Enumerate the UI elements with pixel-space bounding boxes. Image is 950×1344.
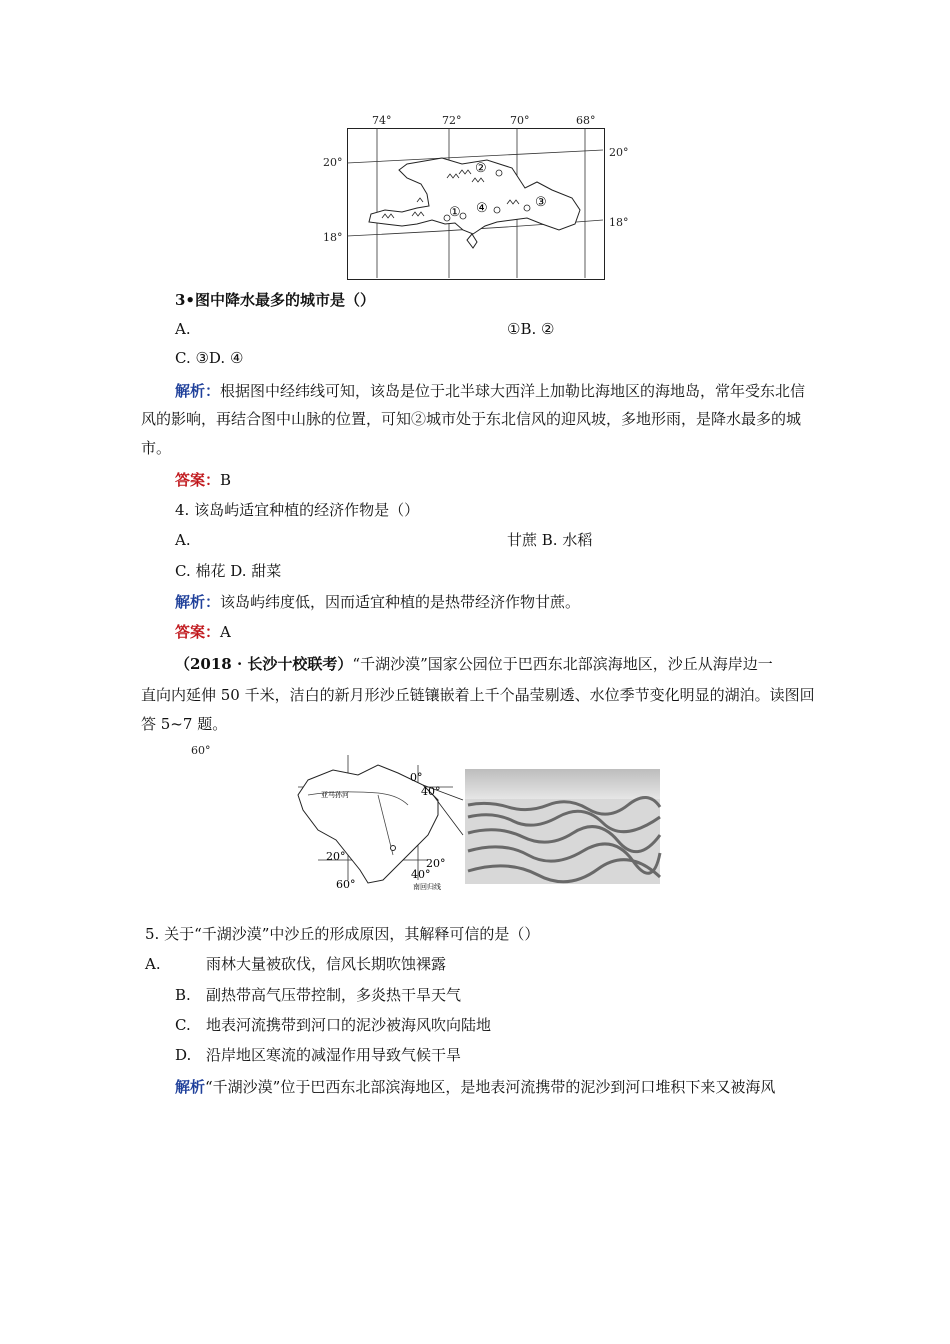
analysis-label: 解析 — [175, 1078, 206, 1096]
lat-label-left: 18° — [323, 231, 343, 244]
map2-brazil — [288, 755, 663, 895]
q3-analysis-line3: 市。 — [141, 439, 172, 457]
intro-source: （2018 · 长沙十校联考） — [175, 655, 353, 673]
intro-line2: 直向内延伸 50 千米，洁白的新月形沙丘链镶嵌着上千个晶莹剔透、水位季节变化明显的湖泊。读图回 — [141, 686, 815, 704]
q4-stem: 4. 该岛屿适宜种植的经济作物是（） — [175, 501, 420, 519]
tropic-label: 南回归线 — [413, 883, 441, 891]
intro-line1 — [175, 654, 773, 674]
q4-option-a: A. — [175, 531, 191, 549]
lon-label: 72° — [442, 114, 462, 127]
lat-label-left: 20° — [323, 156, 343, 169]
q5-option-a-label: A. — [145, 955, 161, 973]
q3-answer — [175, 470, 231, 490]
lat-label-right: 18° — [609, 216, 629, 229]
q5-option-b: 副热带高气压带控制，多炎热干旱天气 — [206, 986, 462, 1004]
q5-analysis — [175, 1077, 775, 1097]
lat-label-right: 20° — [609, 146, 629, 159]
q3-option-a: A. — [175, 320, 191, 338]
map1-drawing — [347, 128, 605, 280]
q3-stem: 3•图中降水最多的城市是（） — [175, 291, 376, 309]
q3-option-b: ①B. ② — [507, 320, 555, 338]
answer-value: A — [220, 623, 231, 641]
q5-option-b-label: B. — [175, 986, 191, 1004]
map2-label: 40° — [411, 868, 431, 881]
city-marker-4: ④ — [476, 201, 488, 216]
answer-label: 答案： — [175, 623, 221, 641]
q4-option-cd: C. 棉花 D. 甜菜 — [175, 562, 282, 580]
q3-analysis-line2: 风的影响，再结合图中山脉的位置，可知②城市处于东北信风的迎风坡，多地形雨，是降水最多的城 — [141, 410, 802, 428]
q5-option-c-label: C. — [175, 1016, 191, 1034]
map2-label: 40° — [421, 785, 441, 798]
city-marker-1: ① — [449, 205, 461, 220]
city-marker-3: ③ — [535, 195, 547, 210]
q4-answer — [175, 622, 231, 642]
map2-label: 0° — [410, 771, 423, 784]
answer-value: B — [220, 471, 232, 489]
map2-label: 20° — [326, 850, 346, 863]
q5-stem: 5. 关于“千湖沙漠”中沙丘的形成原因，其解释可信的是（） — [145, 925, 540, 943]
q3-analysis-line1 — [175, 381, 805, 401]
analysis-label: 解析： — [175, 382, 221, 400]
analysis-label: 解析： — [175, 593, 221, 611]
answer-label: 答案： — [175, 471, 221, 489]
q5-option-d: 沿岸地区寒流的减湿作用导致气候干旱 — [206, 1046, 462, 1064]
q5-option-a: 雨林大量被砍伐，信风长期吹蚀裸露 — [206, 955, 447, 973]
intro-line3: 答 5~7 题。 — [141, 715, 228, 733]
q4-option-b: 甘蔗 B. 水稻 — [507, 531, 593, 549]
map2-label: 20° — [426, 857, 446, 870]
q4-analysis — [175, 592, 580, 612]
river-label: 亚马孙河 — [321, 791, 349, 799]
lon-label: 74° — [372, 114, 392, 127]
analysis-text: 根据图中经纬线可知，该岛是位于北半球大西洋上加勒比海地区的海地岛，常年受东北信 — [220, 382, 806, 400]
lon-label: 70° — [510, 114, 530, 127]
analysis-text: “千湖沙漠”位于巴西东北部滨海地区，是地表河流携带的泥沙到河口堆积下来又被海风 — [205, 1078, 776, 1096]
map2-top-label: 60° — [191, 744, 211, 757]
q3-option-cd: C. ③D. ④ — [175, 349, 244, 367]
analysis-text: 该岛屿纬度低，因而适宜种植的是热带经济作物甘蔗。 — [220, 593, 581, 611]
city-marker-2: ② — [475, 161, 487, 176]
q5-option-d-label: D. — [175, 1046, 192, 1064]
intro-text: “千湖沙漠”国家公园位于巴西东北部滨海地区，沙丘从海岸边一 — [352, 655, 773, 673]
lon-label: 68° — [576, 114, 596, 127]
map2-label: 60° — [336, 878, 356, 891]
q5-option-c: 地表河流携带到河口的泥沙被海风吹向陆地 — [206, 1016, 492, 1034]
